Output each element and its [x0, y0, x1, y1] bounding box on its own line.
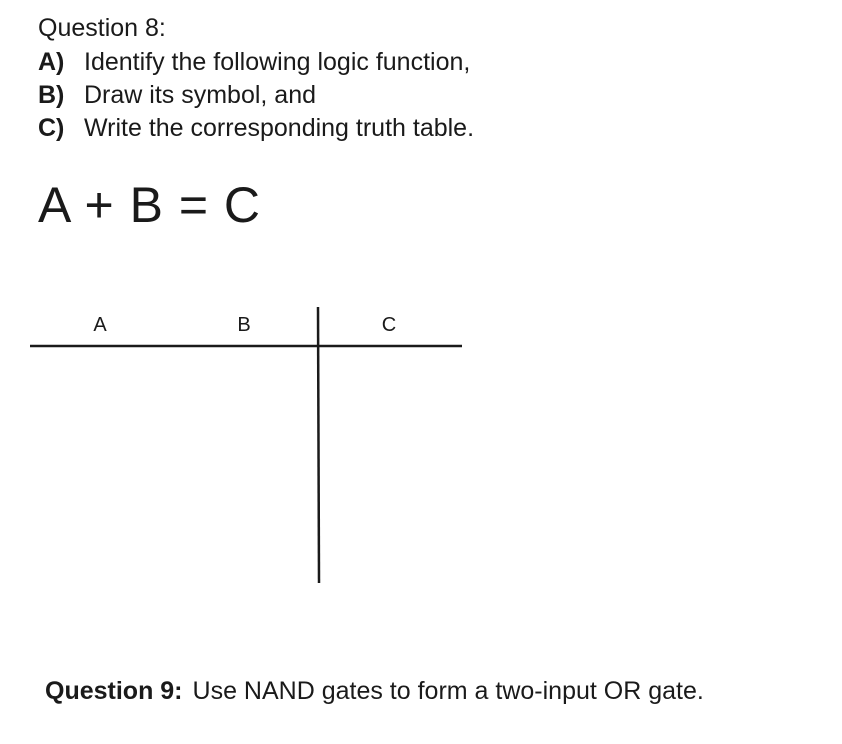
part-a-letter: A): [38, 48, 65, 76]
part-c-text: Write the corresponding truth table.: [84, 114, 475, 142]
truth-table-header-b: B: [237, 314, 251, 336]
logic-equation: A + B = C: [38, 177, 262, 233]
question-9: [45, 674, 704, 708]
question-9-label: Question 9:: [45, 677, 183, 705]
question-9-text: Use NAND gates to form a two-input OR gate.: [192, 677, 704, 705]
truth-table-header-c: C: [381, 314, 397, 336]
truth-table-vertical-rule: [318, 307, 319, 583]
question-8-title: Question 8:: [38, 14, 166, 42]
part-b-letter: B): [38, 81, 65, 109]
part-a-text: Identify the following logic function,: [84, 48, 471, 76]
part-c-letter: C): [38, 114, 65, 142]
part-b-text: Draw its symbol, and: [84, 81, 317, 109]
truth-table-header-a: A: [93, 314, 107, 336]
